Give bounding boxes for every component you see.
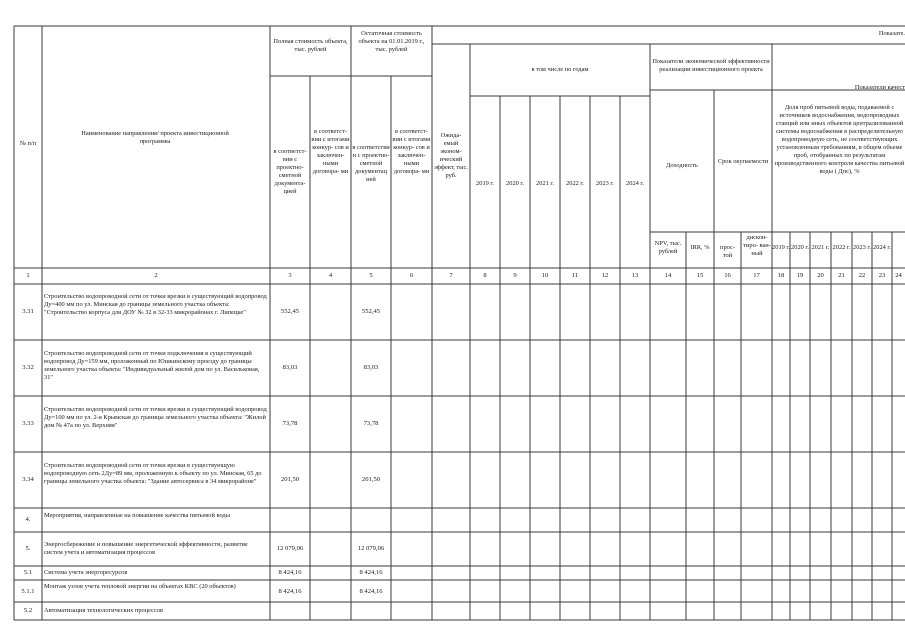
row-name: Строительство водопроводной сети от точки подключения в существующий водопровод Ду=159 мм, проложенный по Юшкинскому проезду до границы земельного участка объекта: "Индивидуальный жилой дом по ул. Васильковая, 31"	[44, 350, 260, 381]
row-residual-cost: 201,50	[361, 476, 381, 483]
header-q-year: 2022 г.	[832, 244, 851, 251]
col-number: 9	[513, 272, 517, 279]
header-full-cost: Полная стоимость объекта, тыс. рублей	[273, 38, 348, 53]
header-q-year: 2019 г.	[772, 244, 790, 251]
row-name: Система учета энергоресурсов	[44, 569, 128, 576]
row-number: 3.33	[22, 420, 34, 427]
col-number: 4	[328, 272, 333, 279]
col-number: 5	[369, 272, 373, 279]
row-residual-cost: 83,03	[363, 364, 379, 371]
header-q-year: 2023 г.	[853, 244, 871, 251]
col-number: 18	[777, 272, 785, 279]
col-number: 19	[796, 272, 804, 279]
row-residual-cost: 8 424,16	[359, 569, 383, 576]
col-number: 11	[571, 272, 579, 279]
col-number: 23	[878, 272, 886, 279]
header-econ-eff: Показатели экономической эффективности реализации инвестиционного проекта	[652, 58, 770, 73]
row-number: 5.1.1	[21, 588, 35, 595]
col-number: 15	[696, 272, 704, 279]
col-number: 1	[26, 272, 30, 279]
col-number: 13	[631, 272, 639, 279]
header-incl-years: в том числе по годам	[531, 66, 589, 73]
header-year: 2023 г.	[596, 180, 614, 187]
row-name: Мероприятия, направленные на повышение качества питьевой воды	[44, 512, 231, 519]
header-year: 2019 г.	[476, 180, 494, 187]
row-name: Автоматизация технологических процессов	[44, 607, 164, 614]
col-number: 8	[483, 272, 487, 279]
row-name: Монтаж узлов учета тепловой энергии на объектах КВС (20 объектов)	[44, 583, 236, 590]
row-number: 5.2	[23, 607, 33, 614]
header-year: 2024 г.	[626, 180, 644, 187]
header-share-samples: Доля проб питьевой воды, подаваемой с источников водоснабжения, водопроводных станций или иных объектов централизованной системы водоснабжения в распределительную водопроводную сеть, не соответствующих установленным требованиям, в общем объеме проб, отобранных по результатам производственного контроля качества питьевой воды ( Дпс), %	[774, 104, 905, 175]
header-year: 2022 г.	[566, 180, 584, 187]
col-number: 21	[838, 272, 845, 279]
col-number: 17	[753, 272, 760, 279]
row-number: 5.	[25, 545, 31, 552]
col-number: 24	[895, 272, 902, 279]
header-year: 2021 г.	[536, 180, 554, 187]
row-name: Строительство водопроводной сети от точки врезки в существующий водопровод Ду=100 мм по ул. 2-я Крымская до границы земельного участка объекта: "Жилой дом № 47а по ул. Верхняя"	[44, 406, 267, 429]
header-by-estimate: в соответст- вии с проектно- сметной документа- цией	[273, 148, 307, 195]
col-number: 20	[817, 272, 824, 279]
row-residual-cost: 8 424,16	[359, 588, 383, 595]
row-full-cost: 8 424,16	[278, 588, 302, 595]
col-number: 6	[409, 272, 414, 279]
col-number: 22	[858, 272, 866, 279]
row-full-cost: 73,78	[282, 420, 298, 427]
row-full-cost: 12 079,06	[276, 545, 304, 552]
header-num: № п/п	[19, 140, 37, 147]
row-number: 3.34	[22, 476, 34, 483]
row-name: Энергосбережение и повышение энергетической эффективности, развитие систем учета и автоматизация процессов	[44, 541, 248, 556]
header-discounted: дискон- тиро- ван- ный	[743, 234, 771, 257]
header-indicators: Показате.	[878, 30, 905, 37]
row-residual-cost: 12 079,06	[357, 545, 385, 552]
col-number: 12	[601, 272, 609, 279]
row-number: 3.32	[22, 364, 34, 371]
row-residual-cost: 73,78	[363, 420, 379, 427]
row-number: 3.31	[22, 308, 34, 315]
header-payback: Срок окупаемости	[717, 158, 769, 165]
col-number: 3	[288, 272, 292, 279]
row-full-cost: 201,50	[280, 476, 300, 483]
row-name: Строительство водопроводной сети от точки врезки в существующую водопроводную сеть 2Ду=89 мм, проложенную к объекту по ул. Минская, 65 до границы земельного участка объекта: "Здание автосервиса в 34 микрорайоне"	[44, 462, 262, 485]
header-by-contracts-2: в соответст- вии с итогами конкур- сов и заключен- ными договора- ми	[392, 128, 431, 175]
col-number: 2	[154, 272, 158, 279]
row-residual-cost: 552,45	[361, 308, 381, 315]
col-number: 14	[664, 272, 672, 279]
header-q-year: 2021 г.	[811, 244, 830, 251]
col-number: 7	[449, 272, 453, 279]
row-full-cost: 83,03	[282, 364, 298, 371]
header-residual-cost: Остаточная стоимость объекта на 01.01.2019 г., тыс. рублей	[358, 30, 425, 53]
header-q-year: 2024 г.	[873, 244, 891, 251]
row-number: 5.1	[23, 569, 33, 576]
header-year: 2020 г.	[506, 180, 524, 187]
row-full-cost: 8 424,16	[278, 569, 302, 576]
row-number: 4.	[25, 516, 31, 523]
header-simple: прос- той	[720, 244, 735, 259]
header-name: Наименование направления/ проекта инвестиционной программы	[81, 130, 229, 145]
header-irr: IRR, %	[690, 244, 710, 251]
col-number: 16	[724, 272, 731, 279]
row-name: Строительство водопроводной сети от точки врезки в существующий водопровод Ду=400 мм по ул. Минская до границы земельного участка объекта: "Строительство корпуса для ДОУ № 32 в 32-33 микрорайонах г. Липецке"	[44, 293, 267, 316]
col-number: 10	[541, 272, 549, 279]
header-npv: NPV, тыс. рублей	[654, 240, 682, 255]
header-expected-effect: Ожида- емый эконом- ический эффект, тыс. руб.	[434, 132, 468, 179]
header-quality-ind: Показатели качест	[854, 84, 905, 91]
header-q-year: 2020 г.	[791, 244, 809, 251]
header-profit: Доходность	[666, 162, 698, 169]
header-by-contracts: в соответст- вии с итогами конкур- сов и заключен- ными договора- ми	[311, 128, 350, 175]
header-by-estimate-2: в соответстви и с проектно- сметной документац ией	[352, 144, 390, 183]
row-full-cost: 552,45	[280, 308, 300, 315]
